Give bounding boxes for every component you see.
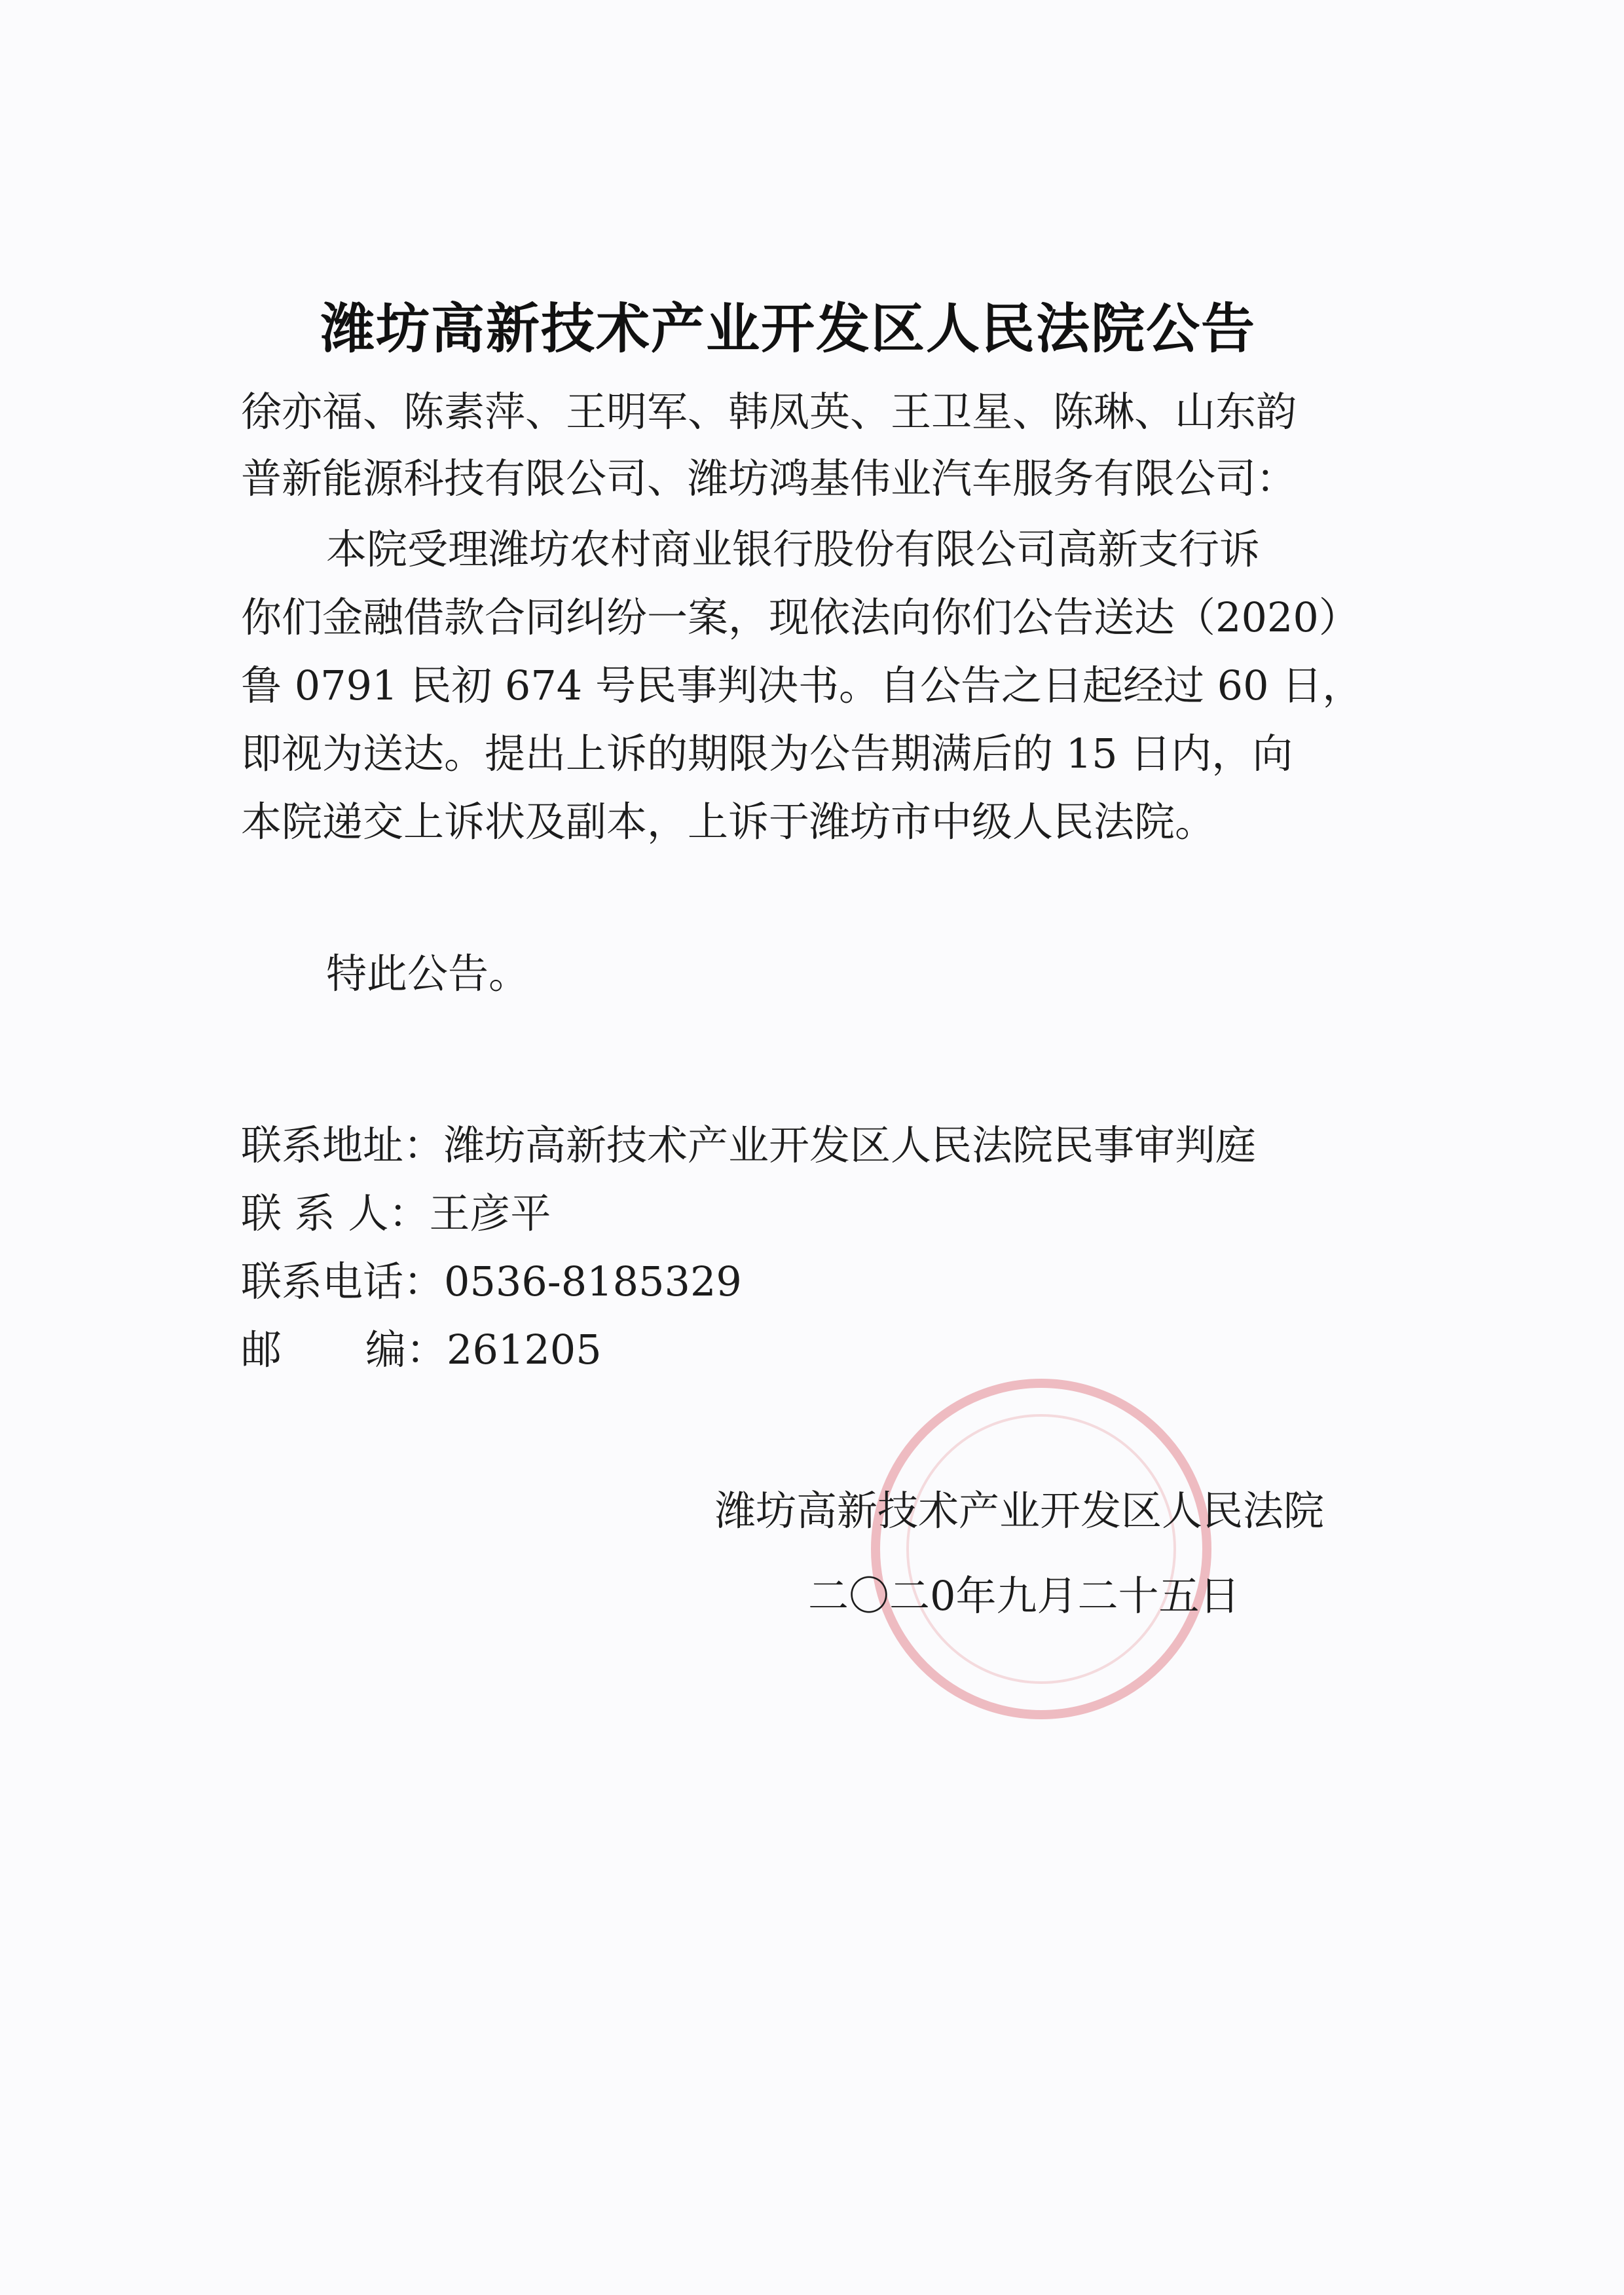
page-title: 潍坊高新技术产业开发区人民法院公告 <box>321 297 1257 360</box>
body-line: 你们金融借款合同纠纷一案，现依法向你们公告送达（2020） <box>241 593 1359 641</box>
addressee-line: 普新能源科技有限公司、潍坊鸿基伟业汽车服务有限公司： <box>241 455 1297 502</box>
signature-date: 二〇二0年九月二十五日 <box>808 1572 1240 1620</box>
contact-person: 联 系 人：王彦平 <box>241 1189 551 1237</box>
contact-address: 联系地址：潍坊高新技术产业开发区人民法院民事审判庭 <box>241 1121 1257 1169</box>
court-seal <box>871 1379 1211 1719</box>
postcode-value: 编：261205 <box>365 1326 602 1373</box>
signature-court: 潍坊高新技术产业开发区人民法院 <box>715 1487 1325 1535</box>
closing-statement: 特此公告。 <box>326 950 530 998</box>
body-line: 即视为送达。提出上诉的期限为公告期满后的 15 日内，向 <box>241 730 1293 777</box>
body-line: 鲁 0791 民初 674 号民事判决书。自公告之日起经过 60 日， <box>241 662 1363 709</box>
postcode-label: 邮 <box>241 1326 282 1373</box>
body-line: 本院受理潍坊农村商业银行股份有限公司高新支行诉 <box>326 525 1261 573</box>
contact-phone: 联系电话：0536-8185329 <box>241 1258 742 1305</box>
court-seal-inner-ring <box>906 1414 1176 1684</box>
addressee-line: 徐亦福、陈素萍、王明军、韩凤英、王卫星、陈琳、山东韵 <box>241 388 1297 436</box>
body-line: 本院递交上诉状及副本，上诉于潍坊市中级人民法院。 <box>241 798 1216 846</box>
